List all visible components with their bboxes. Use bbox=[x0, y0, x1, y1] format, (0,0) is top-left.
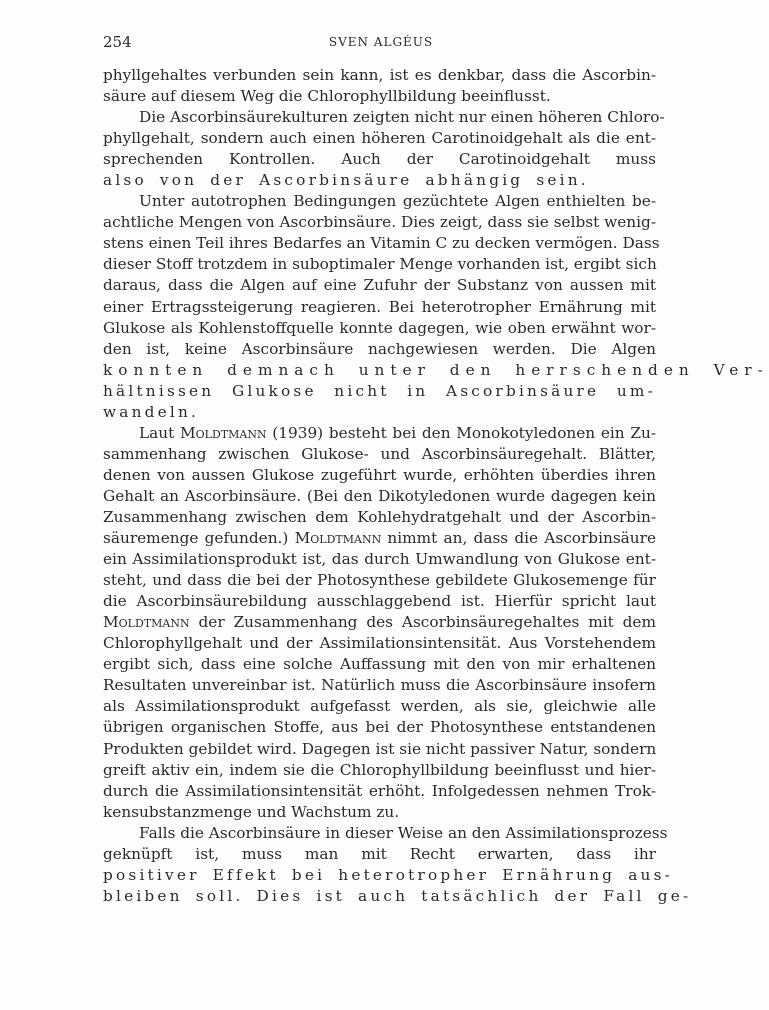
text-line: als Assimilationsprodukt aufgefasst werden, als sie, gleichwie alle bbox=[103, 697, 656, 716]
text-line: wandeln. bbox=[103, 402, 200, 421]
text-line: Moldtmann der Zusammenhang des Ascorbinsäuregehaltes mit dem bbox=[103, 613, 656, 632]
text-line: achtliche Mengen von Ascorbinsäure. Dies zeigt, dass sie selbst wenig- bbox=[103, 213, 656, 232]
text-line: Falls die Ascorbinsäure in dieser Weise an den Assimilationsprozess bbox=[139, 823, 668, 842]
text-line: geknüpft ist, muss man mit Recht erwarten, dass ihr bbox=[103, 844, 656, 863]
text-line: daraus, dass die Algen auf eine Zufuhr der Substanz von aussen mit bbox=[103, 276, 656, 295]
text-line: säuremenge gefunden.) Moldtmann nimmt an, dass die Ascorbinsäure bbox=[103, 529, 657, 548]
text-line: ergibt sich, dass eine solche Auffassung mit den von mir erhaltenen bbox=[103, 655, 656, 674]
text-line: positiver Effekt bei heterotropher Ernährung aus- bbox=[103, 865, 674, 884]
text-line: konnten demnach unter den herrschenden Ver- bbox=[103, 360, 769, 379]
text-line: steht, und dass die bei der Photosynthese gebildete Glukosemenge für bbox=[103, 571, 656, 590]
text-line: Zusammenhang zwischen dem Kohlehydratgehalt und der Ascorbin- bbox=[103, 507, 656, 526]
page-number: 254 bbox=[103, 33, 132, 51]
text-line: denen von aussen Glukose zugeführt wurde, erhöhten überdies ihren bbox=[103, 465, 656, 484]
text-line: die Ascorbinsäurebildung ausschlaggebend ist. Hierfür spricht laut bbox=[103, 592, 656, 611]
running-head: SVEN ALGÉUS bbox=[328, 35, 434, 49]
page-header bbox=[103, 33, 659, 53]
author-name: Moldtmann bbox=[179, 423, 267, 442]
text-line: Die Ascorbinsäurekulturen zeigten nicht nur einen höheren Chloro- bbox=[139, 108, 665, 127]
text-line: Resultaten unvereinbar ist. Natürlich muss die Ascorbinsäure insofern bbox=[103, 676, 656, 695]
text-line: stens einen Teil ihres Bedarfes an Vitamin C zu decken vermögen. Dass bbox=[103, 234, 660, 253]
text-line: kensubstanzmenge und Wachstum zu. bbox=[103, 802, 400, 821]
body-text bbox=[103, 65, 769, 907]
text-line: phyllgehaltes verbunden sein kann, ist es denkbar, dass die Ascorbin- bbox=[103, 66, 656, 84]
text-line: phyllgehalt, sondern auch einen höheren Carotinoidgehalt als die ent- bbox=[103, 129, 656, 148]
text-line: durch die Assimilationsintensität erhöht. Infolgedessen nehmen Trok- bbox=[103, 781, 656, 800]
text-line: Unter autotrophen Bedingungen gezüchtete Algen enthielten be- bbox=[139, 192, 656, 211]
text-line: Glukose als Kohlenstoffquelle konnte dagegen, wie oben erwähnt wor- bbox=[103, 318, 656, 337]
text-line: sammenhang zwischen Glukose- und Ascorbinsäuregehalt. Blätter, bbox=[103, 444, 656, 463]
text-line: einer Ertragssteigerung reagieren. Bei heterotropher Ernährung mit bbox=[103, 297, 656, 316]
text-line: dieser Stoff trotzdem in suboptimaler Menge vorhanden ist, ergibt sich bbox=[103, 255, 657, 274]
text-line: übrigen organischen Stoffe, aus bei der Photosynthese entstandenen bbox=[103, 718, 656, 737]
author-name: Moldtmann bbox=[103, 613, 190, 632]
text-line: Produkten gebildet wird. Dagegen ist sie nicht passiver Natur, sondern bbox=[103, 739, 657, 758]
text-line: Chlorophyllgehalt und der Assimilationsintensität. Aus Vorstehendem bbox=[103, 634, 656, 653]
author-name: Moldtmann bbox=[294, 529, 382, 548]
text-line: ein Assimilationsprodukt ist, das durch Umwandlung von Glukose ent- bbox=[103, 550, 656, 569]
text-line: Gehalt an Ascorbinsäure. (Bei den Dikotyledonen wurde dagegen kein bbox=[103, 486, 656, 505]
text-line: säure auf diesem Weg die Chlorophyllbildung beeinflusst. bbox=[103, 87, 551, 106]
text-line: den ist, keine Ascorbinsäure nachgewiesen werden. Die Algen bbox=[103, 339, 656, 358]
text-line: hältnissen Glukose nicht in Ascorbinsäure um- bbox=[103, 381, 656, 400]
text-line: Laut Moldtmann (1939) besteht bei den Monokotyledonen ein Zu- bbox=[139, 423, 656, 442]
text-line: sprechenden Kontrollen. Auch der Carotinoidgehalt muss bbox=[103, 150, 656, 169]
text-line: bleiben soll. Dies ist auch tatsächlich der Fall ge- bbox=[103, 886, 692, 905]
text-line: greift aktiv ein, indem sie die Chlorophyllbildung beeinflusst und hier- bbox=[103, 760, 656, 779]
text-line: also von der Ascorbinsäure abhängig sein. bbox=[103, 171, 589, 190]
